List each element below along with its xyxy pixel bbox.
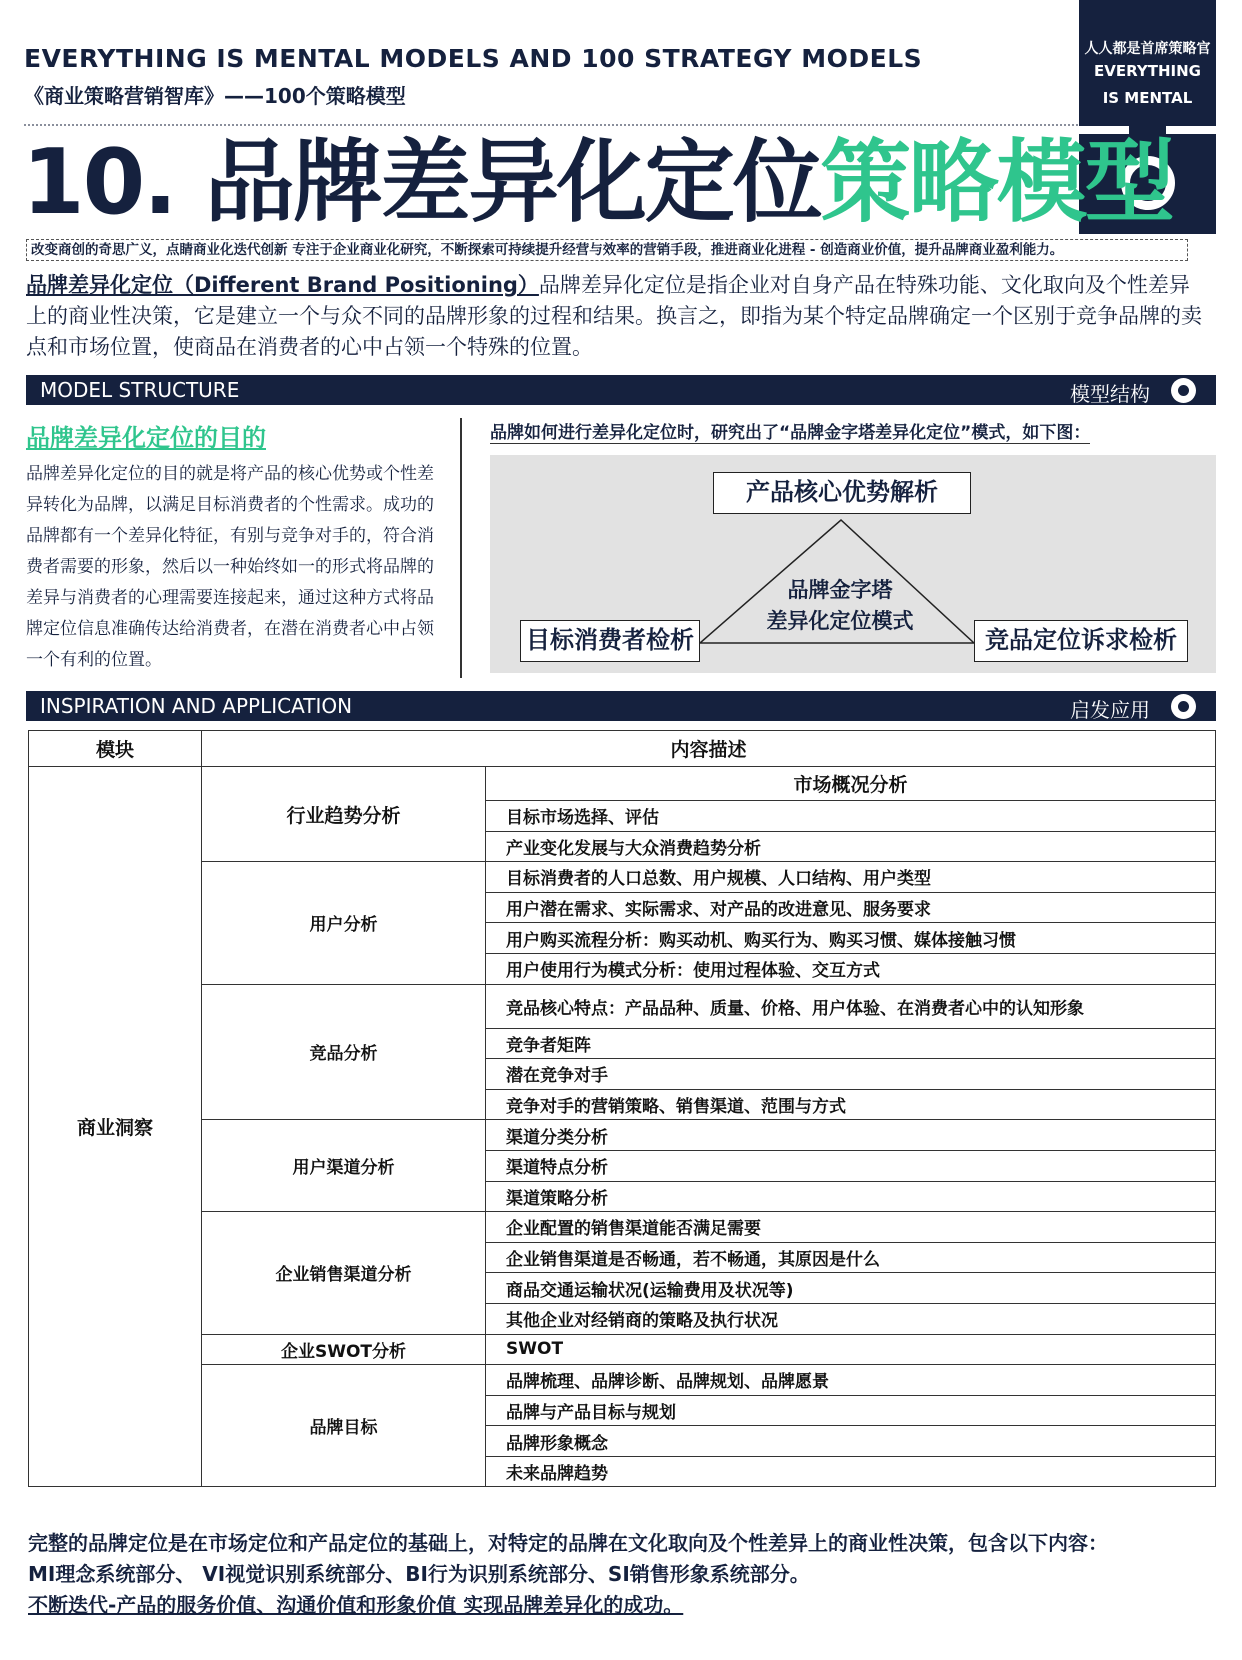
pyramid-center-label [720, 575, 960, 637]
table-row [29, 1212, 1216, 1243]
section-cn-label: 模型结构 [1070, 382, 1150, 406]
page-title [22, 128, 1173, 238]
pyramid-center-line1: 品牌金字塔 [787, 578, 893, 602]
target-dot-icon [1171, 378, 1196, 403]
intro-term: 品牌差异化定位（Different Brand Positioning） [26, 273, 539, 297]
module-cell: 商业洞察 [29, 767, 202, 1487]
submodule-cell: 企业销售渠道分析 [202, 1212, 486, 1334]
section-bar-inspiration [26, 691, 1216, 721]
submodule-cell: 用户渠道分析 [202, 1120, 486, 1212]
header-dotted-divider [24, 124, 1078, 126]
badge-line-is-mental: IS MENTAL [1102, 89, 1193, 107]
desc-cell: 竞品核心特点：产品品种、质量、价格、用户体验、在消费者心中的认知形象 [486, 984, 1216, 1028]
desc-cell: 目标市场选择、评估 [486, 801, 1216, 832]
title-number: 10. [22, 130, 176, 235]
application-table [28, 730, 1216, 1487]
pyramid-intro: 品牌如何进行差异化定位时，研究出了“品牌金字塔差异化定位”模式，如下图： [490, 418, 1090, 444]
col-header-module: 模块 [29, 731, 202, 767]
col-header-description: 内容描述 [202, 731, 1216, 767]
intro-text: 品牌差异化定位是指企业对自身产品在特殊功能、文化取向及个性差异上的商业性决策，它是建立一个与众不同的品牌形象的过程和结果。换言之，即指为某个特定品牌确定一个区别于竞争品牌的卖点和市场位置，使商品在消费者的心中占领一个特殊的位置。 [26, 273, 1202, 359]
badge-line-everything: EVERYTHING [1094, 62, 1201, 80]
desc-cell: 企业销售渠道是否畅通，若不畅通，其原因是什么 [486, 1242, 1216, 1273]
desc-cell: 品牌梳理、品牌诊断、品牌规划、品牌愿景 [486, 1365, 1216, 1396]
table-row [29, 862, 1216, 893]
section-bar-model-structure [26, 375, 1216, 405]
submodule-cell: 品牌目标 [202, 1365, 486, 1487]
footer-line2: MI理念系统部分、 VI视觉识别系统部分、BI行为识别系统部分、SI销售形象系统部分。 [28, 1562, 810, 1586]
table-row [29, 767, 1216, 801]
desc-cell: 目标消费者的人口总数、用户规模、人口结构、用户类型 [486, 862, 1216, 893]
desc-cell: 渠道特点分析 [486, 1150, 1216, 1181]
desc-cell: 产业变化发展与大众消费趋势分析 [486, 831, 1216, 862]
column-divider [460, 418, 462, 678]
header-cn-subtitle: 《商业策略营销智库》——100个策略模型 [24, 84, 406, 108]
desc-cell: 用户购买流程分析：购买动机、购买行为、购买习惯、媒体接触习惯 [486, 923, 1216, 954]
footer-line1: 完整的品牌定位是在市场定位和产品定位的基础上，对特定的品牌在文化取向及个性差异上的商业性决策，包含以下内容： [28, 1531, 1108, 1555]
footer-summary [28, 1528, 1228, 1621]
section-en-label: INSPIRATION AND APPLICATION [40, 694, 353, 718]
pyramid-box-left: 目标消费者检析 [520, 620, 700, 662]
purpose-body: 品牌差异化定位的目的就是将产品的核心优势或个性差异转化为品牌，以满足目标消费者的个性需求。成功的品牌都有一个差异化特征，有别与竞争对手的，符合消费者需要的形象，然后以一种始终如一的形式将品牌的差异与消费者的心理需要连接起来，通过这种方式将品牌定位信息准确传达给消费者，在潜在消费者心中占领一个有利的位置。 [26, 464, 434, 670]
table-header-row [29, 731, 1216, 767]
submodule-cell: 企业SWOT分析 [202, 1334, 486, 1365]
desc-cell: 品牌与产品目标与规划 [486, 1395, 1216, 1426]
submodule-cell: 用户分析 [202, 862, 486, 984]
desc-cell: 潜在竞争对手 [486, 1059, 1216, 1090]
desc-cell: 用户使用行为模式分析：使用过程体验、交互方式 [486, 953, 1216, 984]
desc-cell: 渠道分类分析 [486, 1120, 1216, 1151]
desc-cell: 品牌形象概念 [486, 1426, 1216, 1457]
pyramid-box-right: 竞品定位诉求检析 [974, 620, 1188, 662]
desc-cell: SWOT [486, 1334, 1216, 1365]
purpose-title: 品牌差异化定位的目的 [26, 424, 266, 452]
footer-line3: 不断迭代-产品的服务价值、沟通价值和形象价值 实现品牌差异化的成功。 [28, 1593, 684, 1617]
badge-notch-right [1166, 126, 1216, 134]
table-row [29, 1120, 1216, 1151]
tagline-box: 改变商创的奇思广义，点睛商业化迭代创新 专注于企业商业化研究，不断探索可持续提升经营与效率的营销手段，推进商业化进程 - 创造商业价值，提升品牌商业盈利能力。 [26, 239, 1188, 261]
pyramid-box-top: 产品核心优势解析 [713, 472, 971, 514]
section-cn-label: 启发应用 [1070, 698, 1150, 722]
header-en-title: EVERYTHING IS MENTAL MODELS AND 100 STRATEGY MODELS [24, 44, 923, 73]
desc-cell: 其他企业对经销商的策略及执行状况 [486, 1303, 1216, 1334]
badge-slogan: 人人都是首席策略官 [1084, 41, 1211, 57]
title-highlight: 策略模型 [820, 130, 1173, 235]
desc-cell: 用户潜在需求、实际需求、对产品的改进意见、服务要求 [486, 892, 1216, 923]
table-row [29, 1334, 1216, 1365]
submodule-cell: 竞品分析 [202, 984, 486, 1120]
target-dot-icon [1171, 694, 1196, 719]
section-en-label: MODEL STRUCTURE [40, 378, 240, 402]
title-main: 品牌差异化定位 [204, 130, 821, 235]
table-row [29, 984, 1216, 1028]
badge-en-text [1079, 58, 1216, 112]
pyramid-center-line2: 差异化定位模式 [766, 609, 914, 633]
table-row [29, 1365, 1216, 1396]
pyramid-diagram [490, 455, 1216, 673]
desc-cell: 竞争对手的营销策略、销售渠道、范围与方式 [486, 1089, 1216, 1120]
desc-cell: 竞争者矩阵 [486, 1028, 1216, 1059]
market-overview-header: 市场概况分析 [486, 767, 1216, 801]
intro-paragraph [26, 270, 1206, 363]
desc-cell: 未来品牌趋势 [486, 1456, 1216, 1487]
submodule-cell: 行业趋势分析 [202, 767, 486, 862]
desc-cell: 商品交通运输状况(运输费用及状况等) [486, 1273, 1216, 1304]
desc-cell: 渠道策略分析 [486, 1181, 1216, 1212]
desc-cell: 企业配置的销售渠道能否满足需要 [486, 1212, 1216, 1243]
